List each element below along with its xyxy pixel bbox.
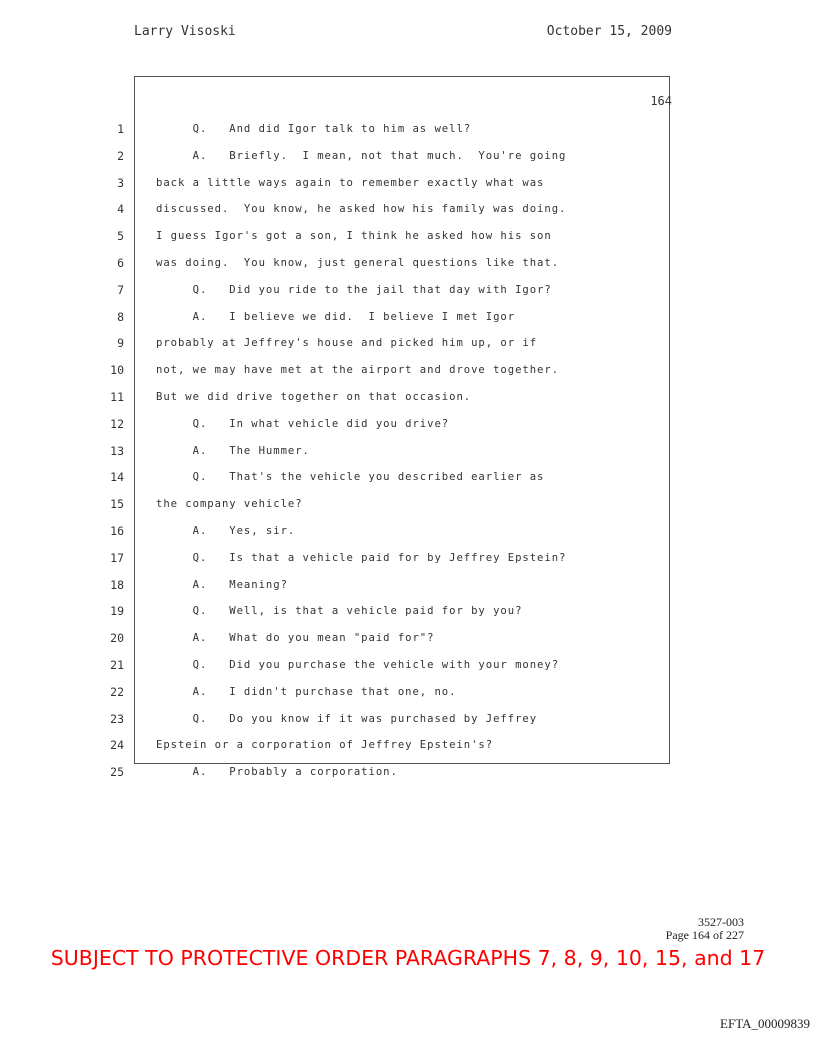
transcript-line: Q. Well, is that a vehicle paid for by you? [156, 605, 523, 618]
line-number: 4 [117, 202, 124, 217]
page-of-count: Page 164 of 227 [665, 928, 744, 942]
transcript-line: Q. Did you purchase the vehicle with your money? [156, 658, 560, 671]
transcript-line: A. Yes, sir. [156, 524, 296, 537]
transcript-line: I guess Igor's got a son, I think he asked how his son [156, 230, 552, 243]
document-id-block [666, 916, 744, 942]
transcript-line: the company vehicle? [156, 498, 303, 511]
line-number: 5 [117, 229, 124, 244]
transcript-line: Q. Is that a vehicle paid for by Jeffrey Epstein? [156, 551, 567, 564]
line-number: 11 [110, 389, 124, 404]
transcript-line: was doing. You know, just general questions like that. [156, 256, 560, 269]
transcript-line: not, we may have met at the airport and drove together. [156, 364, 560, 377]
transcript-line: discussed. You know, he asked how his family was doing. [156, 203, 567, 216]
line-number: 15 [110, 497, 124, 512]
transcript-text [156, 116, 666, 786]
witness-name: Larry Visoski [134, 24, 236, 39]
transcript-line: A. Probably a corporation. [156, 766, 398, 779]
transcript-line: Q. That's the vehicle you described earlier as [156, 471, 545, 484]
protective-order-notice: SUBJECT TO PROTECTIVE ORDER PARAGRAPHS 7, 8, 9, 10, 15, and 17 [50, 946, 766, 970]
bates-number: EFTA_00009839 [720, 1016, 810, 1031]
line-number: 13 [110, 443, 124, 458]
transcript-line: Q. In what vehicle did you drive? [156, 417, 450, 430]
line-number: 21 [110, 657, 124, 672]
line-number: 12 [110, 416, 124, 431]
transcript-line: But we did drive together on that occasion. [156, 390, 472, 403]
transcript-line: A. I didn't purchase that one, no. [156, 685, 457, 698]
line-number-column [86, 116, 124, 786]
document-code: 3527-003 [698, 915, 744, 929]
line-number: 6 [117, 255, 124, 270]
transcript-line: A. Meaning? [156, 578, 288, 591]
transcript-line: Q. Did you ride to the jail that day with Igor? [156, 283, 552, 296]
line-number: 24 [110, 738, 124, 753]
line-number: 2 [117, 148, 124, 163]
transcript-line: Q. Do you know if it was purchased by Jeffrey [156, 712, 538, 725]
line-number: 18 [110, 577, 124, 592]
transcript-line: Epstein or a corporation of Jeffrey Epstein's? [156, 739, 494, 752]
transcript-line: back a little ways again to remember exactly what was [156, 176, 545, 189]
line-number: 3 [117, 175, 124, 190]
line-number: 17 [110, 550, 124, 565]
line-number: 25 [110, 765, 124, 780]
line-number: 14 [110, 470, 124, 485]
line-number: 1 [117, 122, 124, 136]
transcript-line: A. I believe we did. I believe I met Igor [156, 310, 516, 323]
deposition-date: October 15, 2009 [546, 24, 672, 39]
line-number: 20 [110, 631, 124, 646]
line-number: 16 [110, 523, 124, 538]
transcript-line: Q. And did Igor talk to him as well? [156, 123, 472, 135]
line-number: 10 [110, 363, 124, 378]
line-number: 7 [117, 282, 124, 297]
line-number: 9 [117, 336, 124, 351]
line-number: 23 [110, 711, 124, 726]
transcript-page-number: 164 [650, 94, 672, 108]
line-number: 8 [117, 309, 124, 324]
transcript-line: A. What do you mean "paid for"? [156, 632, 435, 645]
line-number: 19 [110, 604, 124, 619]
line-number: 22 [110, 684, 124, 699]
transcript-line: A. The Hummer. [156, 444, 310, 457]
transcript-line: probably at Jeffrey's house and picked him up, or if [156, 337, 538, 350]
transcript-line: A. Briefly. I mean, not that much. You're going [156, 149, 567, 162]
